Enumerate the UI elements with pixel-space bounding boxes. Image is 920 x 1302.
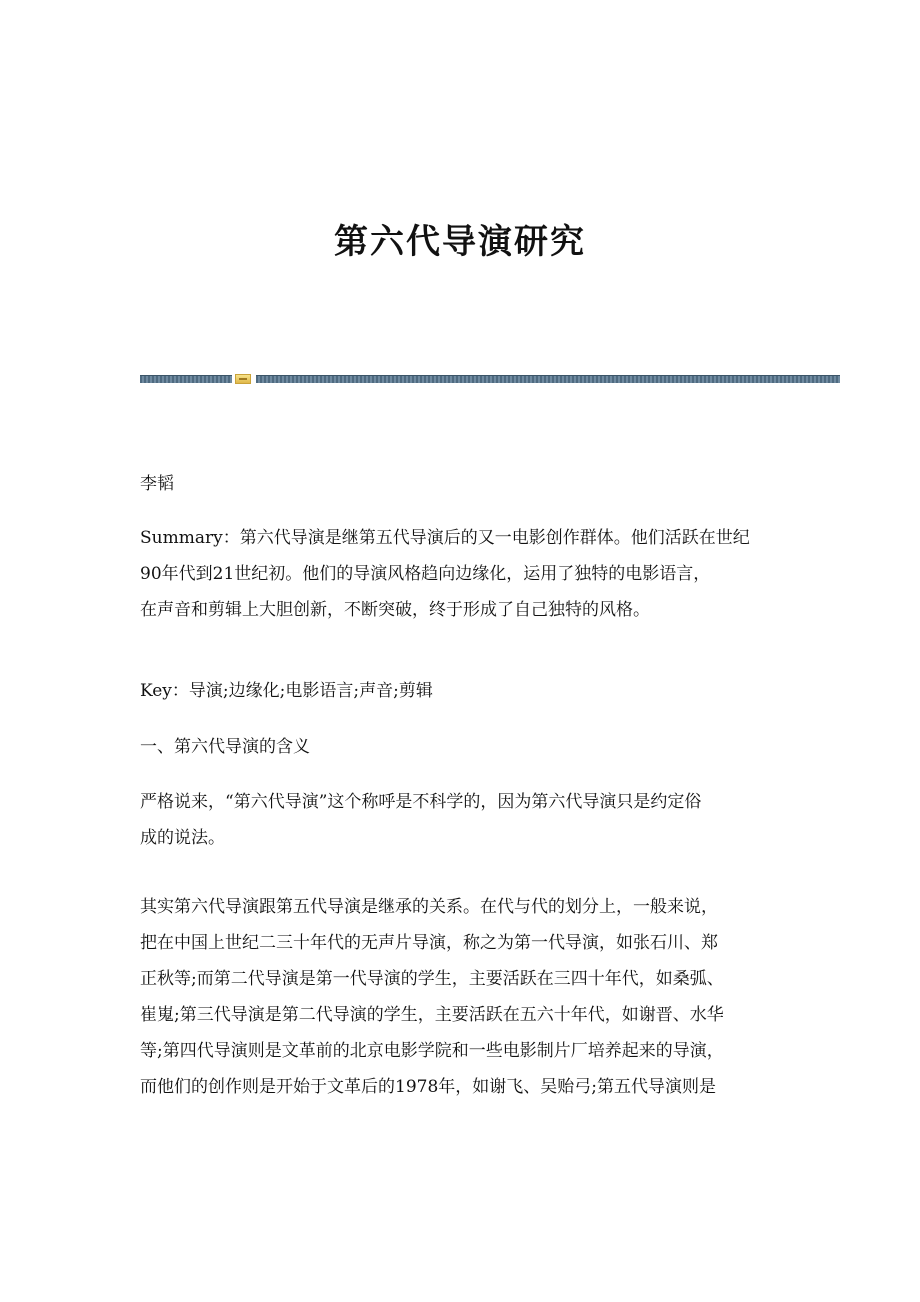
paragraph-line: 成的说法。 bbox=[140, 828, 225, 848]
summary-paragraph bbox=[140, 520, 785, 628]
paragraph-1 bbox=[140, 784, 785, 856]
paragraph-line: 正秋等;而第二代导演是第一代导演的学生，主要活跃在三四十年代，如桑弧、 bbox=[140, 969, 724, 989]
paragraph-line: 严格说来，“第六代导演”这个称呼是不科学的，因为第六代导演只是约定俗 bbox=[140, 792, 702, 812]
title-divider-right bbox=[256, 375, 840, 383]
summary-line: 90年代到21世纪初。他们的导演风格趋向边缘化，运用了独特的电影语言， bbox=[140, 564, 711, 584]
title-divider-left bbox=[140, 375, 232, 383]
section-heading bbox=[140, 729, 785, 765]
paragraph-line: 而他们的创作则是开始于文革后的1978年，如谢飞、吴贻弓;第五代导演则是 bbox=[140, 1077, 716, 1097]
paragraph-2 bbox=[140, 889, 785, 1105]
paragraph-line: 等;第四代导演则是文革前的北京电影学院和一些电影制片厂培养起来的导演， bbox=[140, 1041, 724, 1061]
author-line bbox=[140, 466, 785, 502]
paragraph-line: 其实第六代导演跟第五代导演是继承的关系。在代与代的划分上，一般来说， bbox=[140, 897, 718, 917]
author-name: 李韬 bbox=[140, 474, 174, 494]
section-heading-text: 一、第六代导演的含义 bbox=[140, 737, 310, 757]
divider-ornament-icon bbox=[235, 374, 251, 384]
keywords-paragraph bbox=[140, 673, 785, 709]
document-title: 第六代导演研究 bbox=[334, 222, 586, 262]
paragraph-line: 把在中国上世纪二三十年代的无声片导演，称之为第一代导演，如张石川、郑 bbox=[140, 933, 718, 953]
summary-line: Summary：第六代导演是继第五代导演后的又一电影创作群体。他们活跃在世纪 bbox=[140, 528, 750, 548]
paragraph-line: 崔嵬;第三代导演是第二代导演的学生，主要活跃在五六十年代，如谢晋、水华 bbox=[140, 1005, 724, 1025]
keywords-line: Key：导演;边缘化;电影语言;声音;剪辑 bbox=[140, 681, 433, 701]
summary-line: 在声音和剪辑上大胆创新，不断突破，终于形成了自己独特的风格。 bbox=[140, 600, 650, 620]
